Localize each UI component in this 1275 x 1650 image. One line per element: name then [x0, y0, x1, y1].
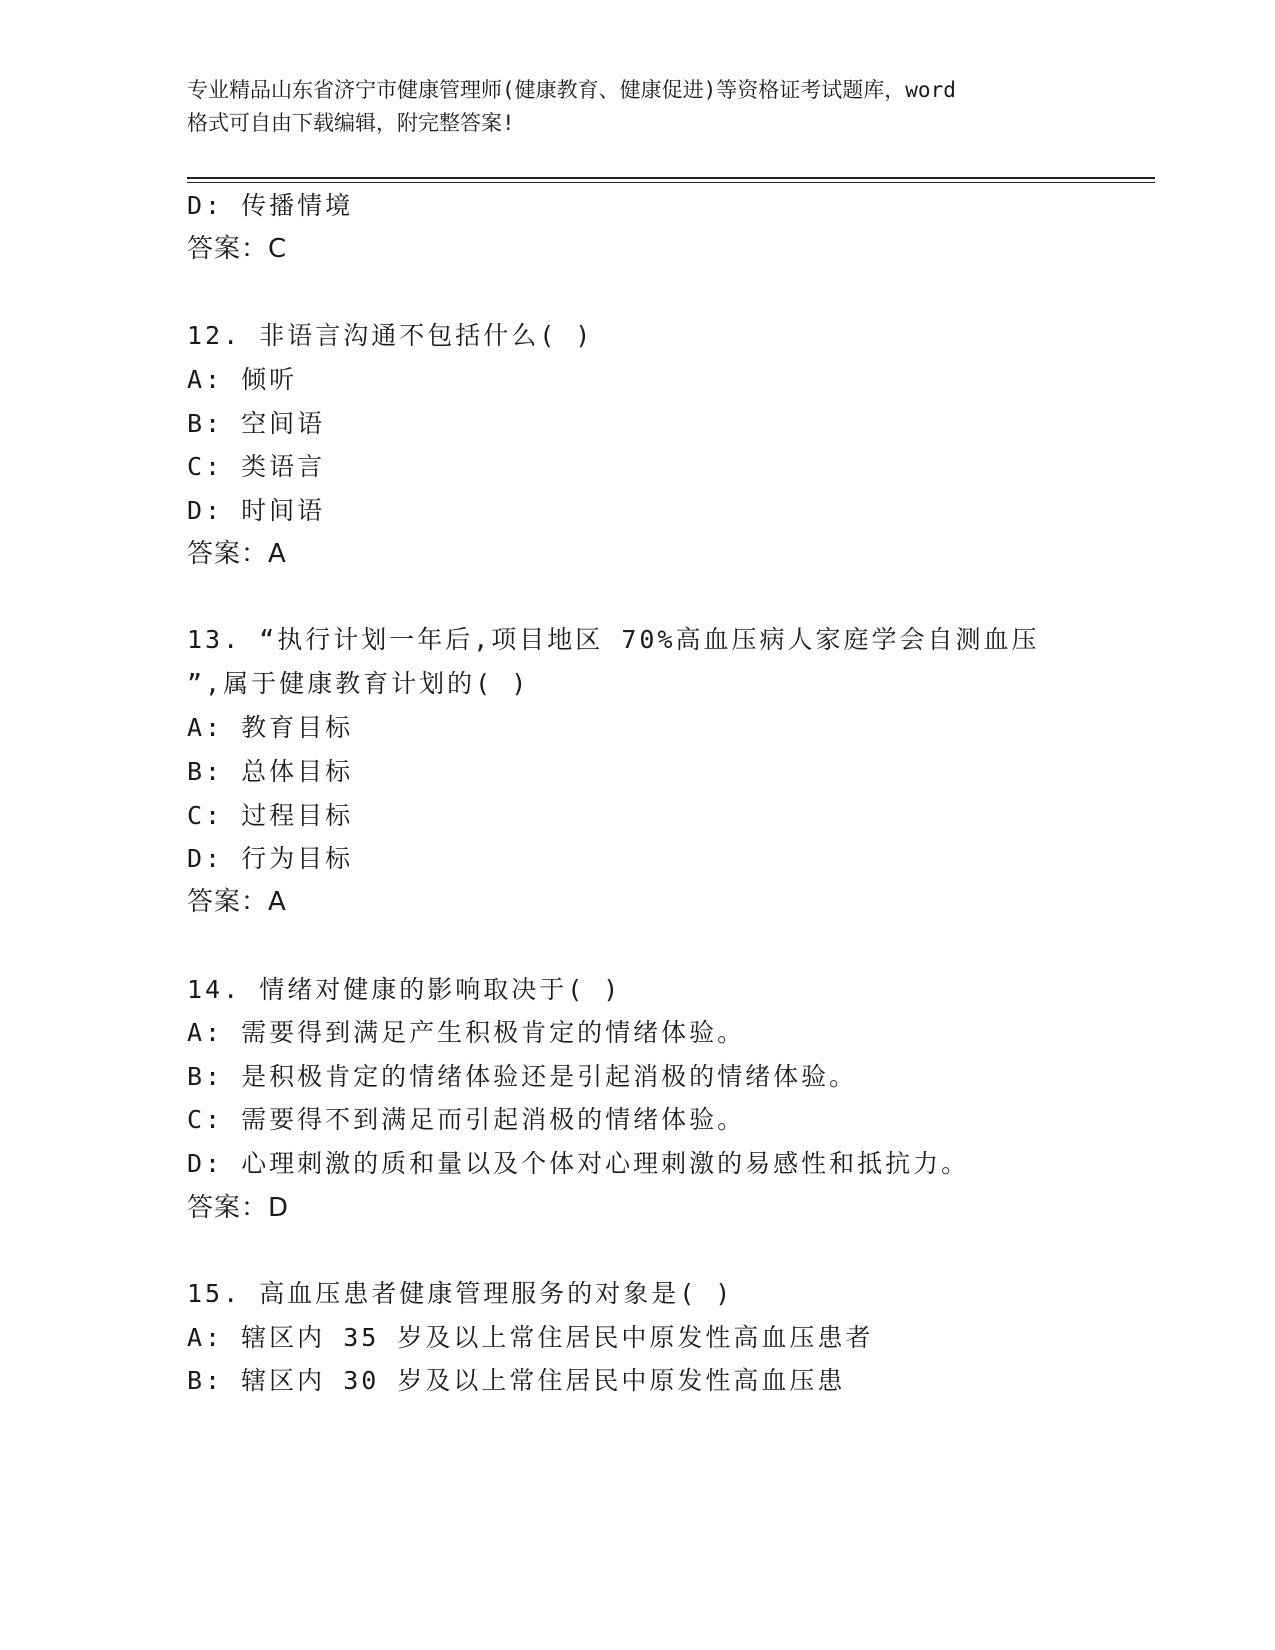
q15-option-a: A: 辖区内 35 岁及以上常住居民中原发性高血压患者 — [187, 1323, 874, 1352]
q15-option-b: B: 辖区内 30 岁及以上常住居民中原发性高血压患 — [187, 1366, 846, 1395]
q14-option-b: B: 是积极肯定的情绪体验还是引起消极的情绪体验。 — [187, 1062, 858, 1091]
q13-answer: 答案：A — [187, 887, 287, 917]
q14-stem: 14. 情绪对健康的影响取决于( ) — [187, 975, 622, 1004]
header-line-2: 格式可自由下载编辑，附完整答案! — [187, 111, 515, 135]
q13-stem-line-1: 13. “执行计划一年后,项目地区 70%高血压病人家庭学会自测血压 — [187, 625, 1040, 654]
q12-answer: 答案：A — [187, 539, 287, 569]
header-rule-thick — [187, 177, 1155, 179]
q13-option-b: B: 总体目标 — [187, 757, 354, 786]
q12-option-b: B: 空间语 — [187, 409, 326, 438]
q14-option-d: D: 心理刺激的质和量以及个体对心理刺激的易感性和抵抗力。 — [187, 1149, 970, 1178]
q12-stem: 12. 非语言沟通不包括什么( ) — [187, 321, 594, 350]
q13-stem-line-2: ”,属于健康教育计划的( ) — [187, 669, 530, 698]
q12-option-c: C: 类语言 — [187, 452, 326, 481]
q14-option-c: C: 需要得不到满足而引起消极的情绪体验。 — [187, 1105, 746, 1134]
q14-option-a: A: 需要得到满足产生积极肯定的情绪体验。 — [187, 1018, 746, 1047]
document-header — [187, 74, 1087, 140]
header-line-1: 专业精品山东省济宁市健康管理师(健康教育、健康促进)等资格证考试题库，word — [187, 78, 956, 102]
q12-option-a: A: 倾听 — [187, 365, 298, 394]
header-rule-thin — [187, 182, 1155, 183]
q12-option-d: D: 时间语 — [187, 496, 326, 525]
q13-option-c: C: 过程目标 — [187, 801, 354, 830]
q13-option-d: D: 行为目标 — [187, 844, 354, 873]
prev-answer: 答案：C — [187, 234, 288, 264]
q15-stem: 15. 高血压患者健康管理服务的对象是( ) — [187, 1279, 734, 1308]
q14-answer: 答案：D — [187, 1193, 290, 1223]
prev-option-d: D: 传播情境 — [187, 191, 354, 220]
q13-option-a: A: 教育目标 — [187, 713, 354, 742]
